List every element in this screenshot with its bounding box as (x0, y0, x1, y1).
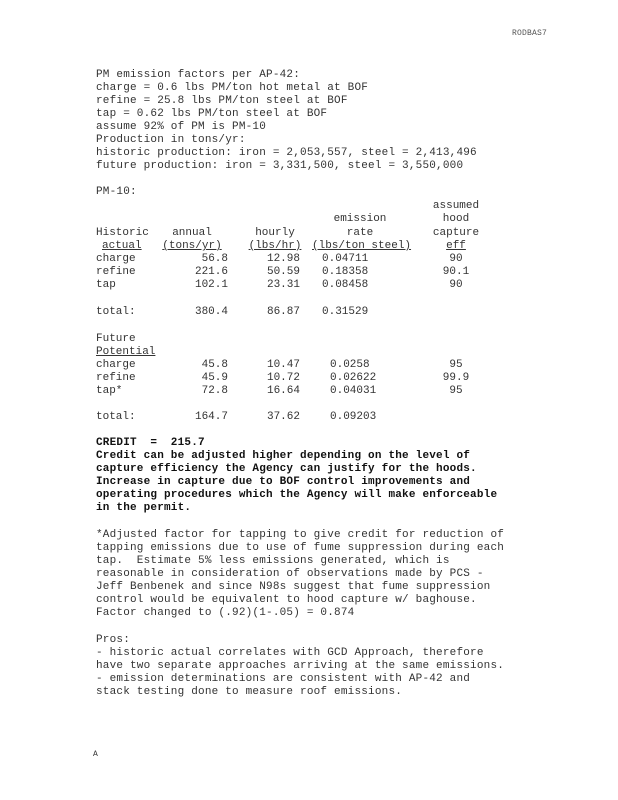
header-tons-yr: (tons/yr) (162, 240, 222, 252)
header-lbs-hr: (lbs/hr) (248, 240, 302, 252)
intro-line: charge = 0.6 lbs PM/ton hot metal at BOF (96, 82, 369, 94)
intro-line: historic production: iron = 2,053,557, steel = 2,413,496 (96, 147, 477, 159)
row-annual: 45.9 (201, 372, 228, 384)
tap-note-line: Jeff Benbenek and since N98s suggest that fume suppression (96, 581, 491, 593)
pros-line: stack testing done to measure roof emissions. (96, 686, 403, 698)
credit-para-line: operating procedures which the Agency will make enforceable (96, 489, 498, 501)
header-actual: actual (102, 240, 142, 252)
header-assumed: assumed (432, 200, 480, 212)
total-annual: 164.7 (194, 411, 228, 423)
row-annual: 72.8 (201, 385, 228, 397)
row-label: tap (96, 279, 116, 291)
section-label: PM-10: (96, 186, 137, 198)
total-rate: 0.31529 (322, 306, 369, 318)
total-hourly: 37.62 (266, 411, 300, 423)
row-hourly: 12.98 (266, 253, 300, 265)
total-label: total: (96, 306, 136, 318)
tap-note-line: tap. Estimate 5% less emissions generated, which is (96, 555, 450, 567)
intro-line: future production: iron = 3,331,500, steel = 3,550,000 (96, 160, 464, 172)
potential-label: Potential (96, 346, 156, 358)
credit-para-line: in the permit. (96, 502, 192, 514)
document-code: RODBAS7 (512, 29, 548, 38)
row-hourly: 23.31 (266, 279, 300, 291)
tap-note-line: reasonable in consideration of observations made by PCS - (96, 568, 484, 580)
header-annual: annual (172, 227, 212, 239)
row-rate: 0.04711 (322, 253, 369, 265)
row-eff: 95 (449, 385, 463, 397)
header-rate: rate (346, 227, 374, 239)
row-label: refine (96, 372, 136, 384)
tap-note-line: Factor changed to (.92)(1-.05) = 0.874 (96, 607, 355, 619)
intro-line: assume 92% of PM is PM-10 (96, 121, 267, 133)
row-eff: 90.1 (442, 266, 470, 278)
credit-para-line: Credit can be adjusted higher depending on the level of (96, 450, 471, 462)
intro-line: Production in tons/yr: (96, 134, 246, 146)
page-mark: A (93, 750, 99, 759)
row-rate: 0.08458 (322, 279, 369, 291)
row-annual: 45.8 (201, 359, 228, 371)
row-eff: 99.9 (442, 372, 470, 384)
future-label: Future (96, 333, 136, 345)
row-annual: 56.8 (201, 253, 228, 265)
row-eff: 95 (449, 359, 463, 371)
row-label: refine (96, 266, 136, 278)
row-eff: 90 (449, 253, 463, 265)
tap-note-line: control would be equivalent to hood capture w/ baghouse. (96, 594, 477, 606)
intro-line: tap = 0.62 lbs PM/ton steel at BOF (96, 108, 328, 120)
header-hourly: hourly (255, 227, 295, 239)
row-rate: 0.0258 (330, 359, 370, 371)
credit-para-line: Increase in capture due to BOF control improvements and (96, 476, 471, 488)
header-hood: hood (442, 213, 470, 225)
header-lbs-ton: (lbs/ton steel) (312, 240, 412, 252)
header-eff: eff (446, 240, 466, 252)
intro-line: refine = 25.8 lbs PM/ton steel at BOF (96, 95, 348, 107)
row-rate: 0.18358 (322, 266, 369, 278)
pros-line: have two separate approaches arriving at the same emissions. (96, 660, 505, 672)
row-hourly: 10.47 (266, 359, 300, 371)
row-annual: 102.1 (194, 279, 228, 291)
row-eff: 90 (449, 279, 463, 291)
pros-line: - emission determinations are consistent with AP-42 and (96, 673, 471, 685)
intro-line: PM emission factors per AP-42: (96, 69, 301, 81)
credit-line: CREDIT = 215.7 (96, 437, 205, 449)
row-hourly: 10.72 (266, 372, 300, 384)
total-label: total: (96, 411, 136, 423)
row-annual: 221.6 (194, 266, 228, 278)
row-hourly: 16.64 (266, 385, 300, 397)
credit-para-line: capture efficiency the Agency can justify for the hoods. (96, 463, 477, 475)
pros-label: Pros: (96, 634, 131, 646)
total-annual: 380.4 (194, 306, 228, 318)
header-emission: emission (333, 213, 387, 225)
row-label: charge (96, 359, 136, 371)
row-rate: 0.02622 (330, 372, 377, 384)
total-hourly: 86.87 (266, 306, 300, 318)
row-hourly: 50.59 (266, 266, 300, 278)
total-rate: 0.09203 (330, 411, 377, 423)
tap-note-line: tapping emissions due to use of fume suppression during each (96, 542, 505, 554)
pros-line: - historic actual correlates with GCD Approach, therefore (96, 647, 484, 659)
header-capture: capture (432, 227, 480, 239)
tap-note-line: *Adjusted factor for tapping to give credit for reduction of (96, 529, 505, 541)
row-label: tap* (96, 385, 123, 397)
row-rate: 0.04031 (330, 385, 377, 397)
row-label: charge (96, 253, 136, 265)
header-historic: Historic (96, 227, 149, 239)
